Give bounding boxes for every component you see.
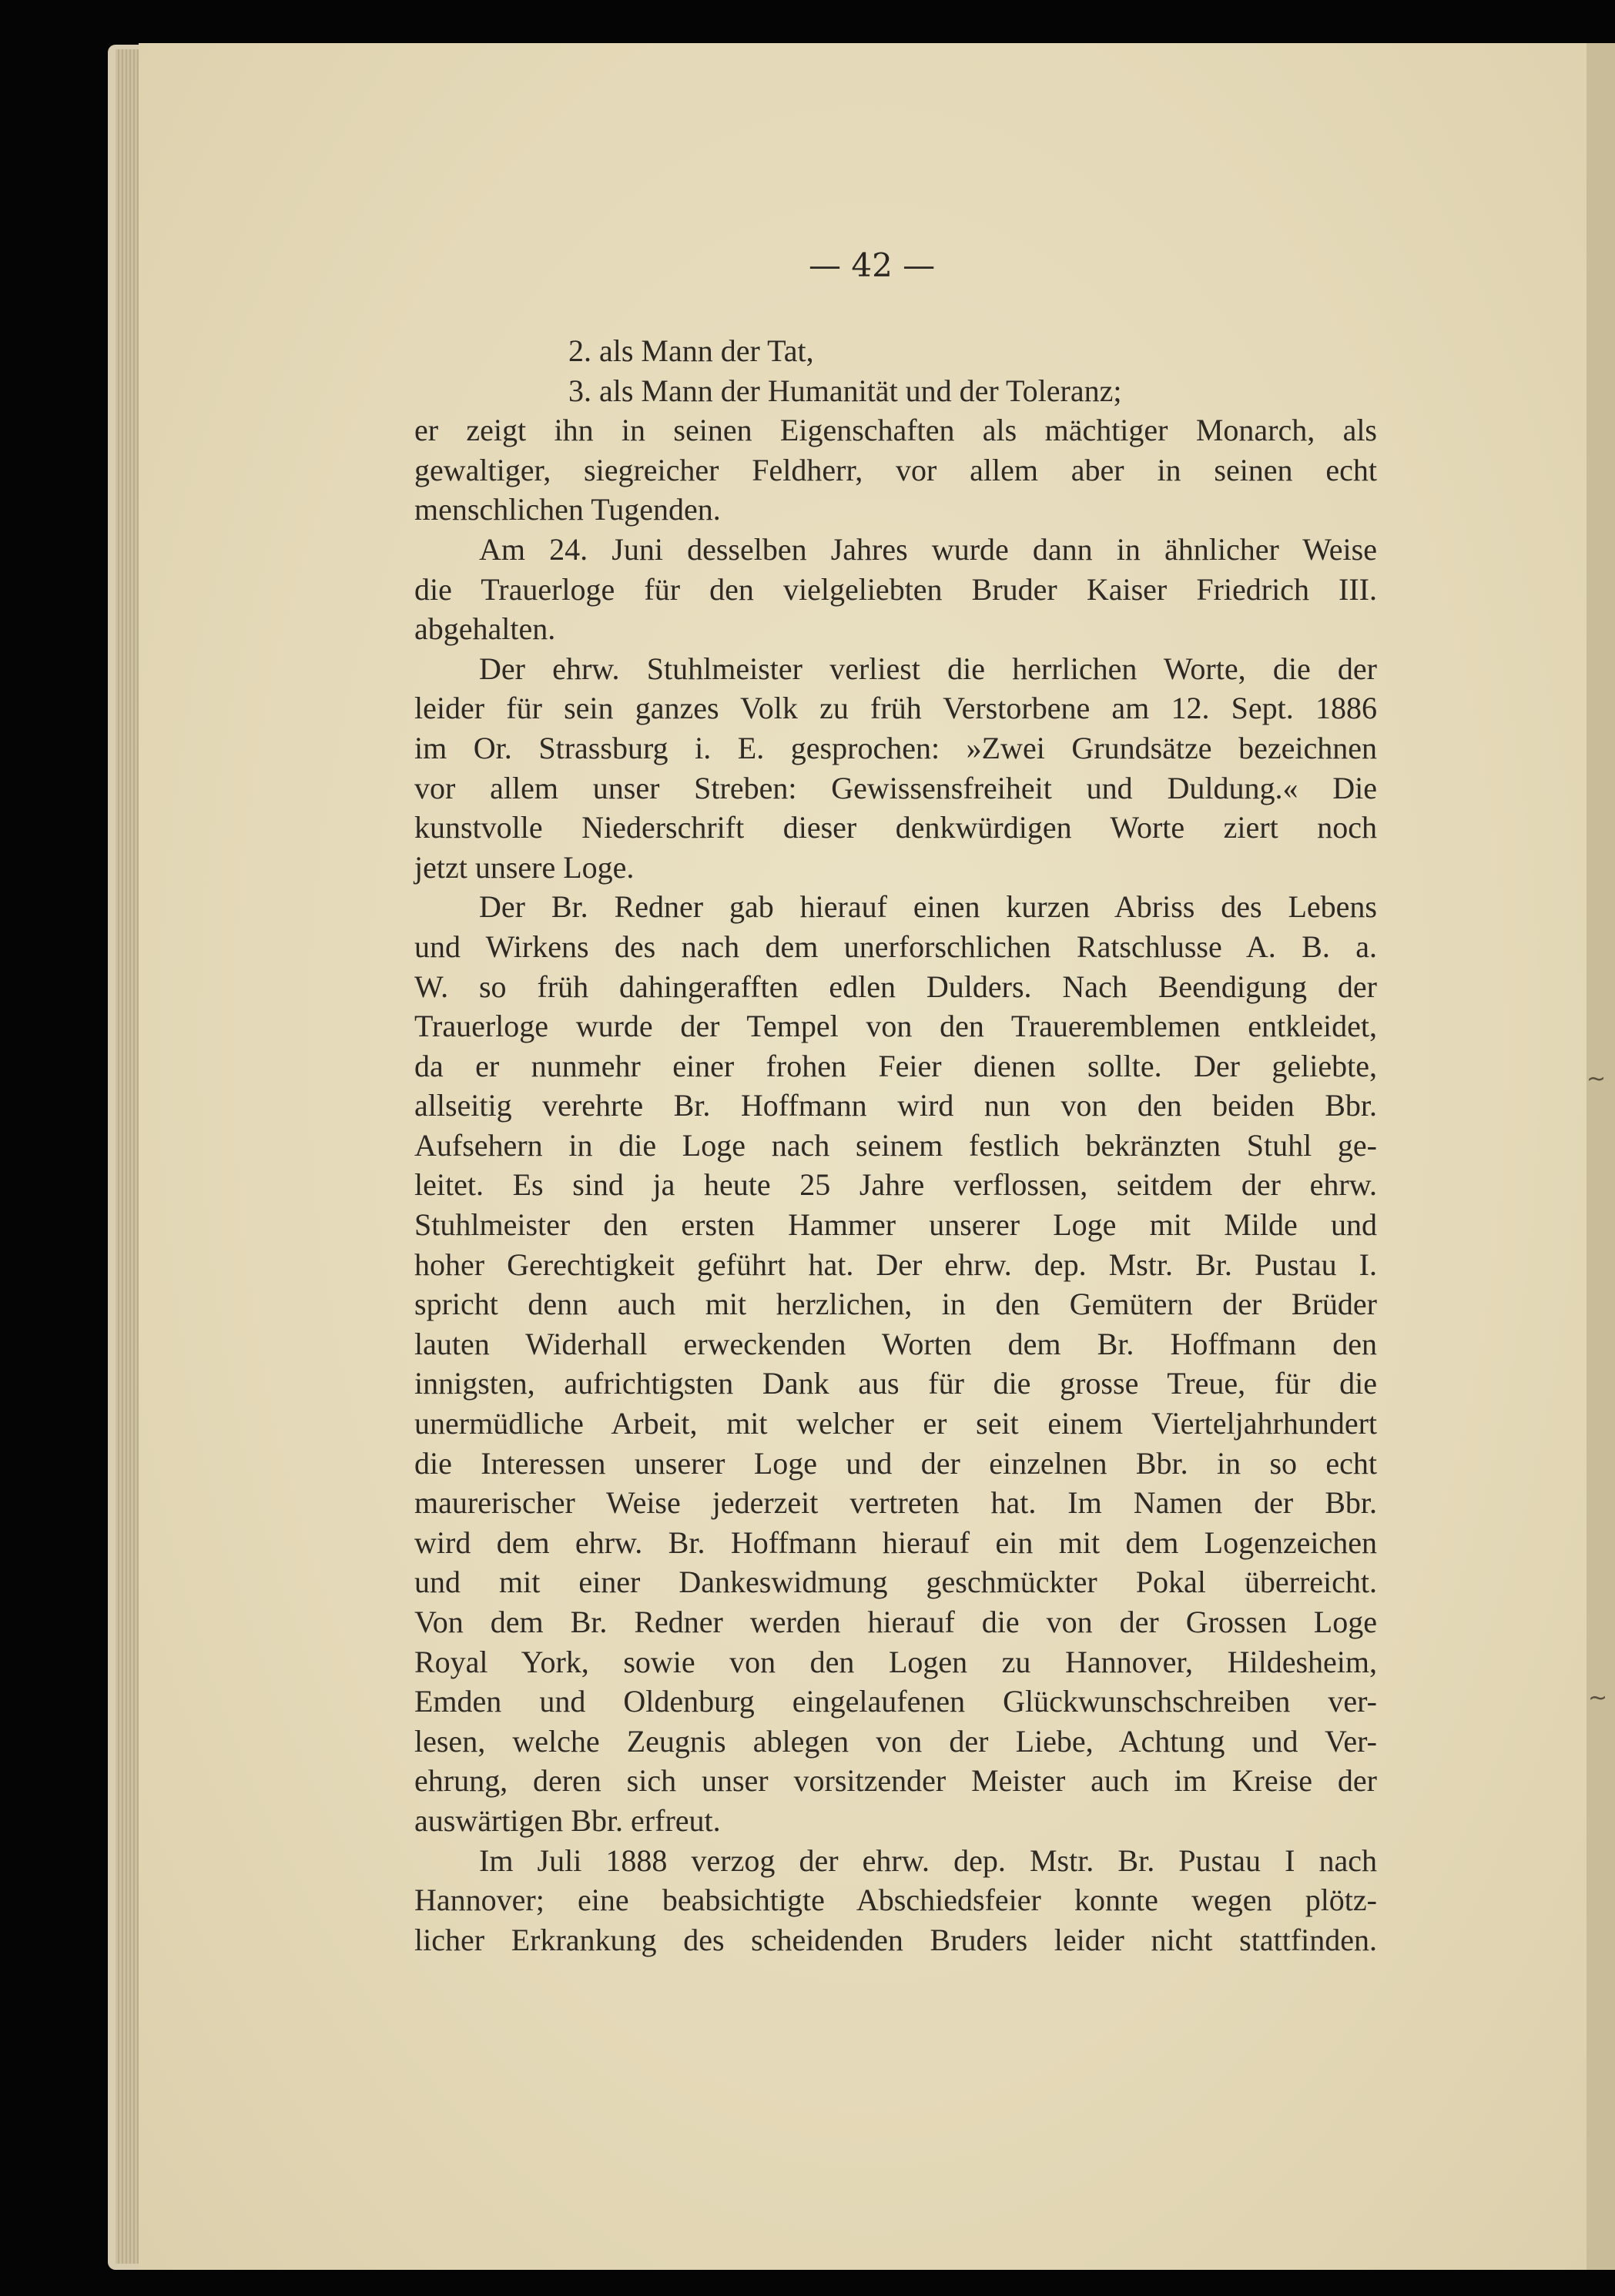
text-line: Stuhlmeister den ersten Hammer unserer Loge mit Milde und bbox=[414, 1207, 1377, 1243]
text-line: licher Erkrankung des scheidenden Bruders leider nicht stattfinden. bbox=[414, 1922, 1377, 1957]
text-line: Von dem Br. Redner werden hierauf die von der Grossen Loge bbox=[414, 1605, 1377, 1639]
text-line: spricht denn auch mit herzlichen, in den Gemütern der Brüder bbox=[414, 1287, 1377, 1322]
text-line: er zeigt ihn in seinen Eigenschaften als mächtiger Monarch, als bbox=[414, 413, 1377, 448]
text-line: abgehalten. bbox=[414, 611, 556, 647]
text-line: leitet. Es sind ja heute 25 Jahre verflossen, seitdem der ehrw. bbox=[414, 1167, 1377, 1203]
text-line: jetzt unsere Loge. bbox=[414, 849, 635, 885]
text-line: innigsten, aufrichtigsten Dank aus für die grosse Treue, für die bbox=[414, 1366, 1377, 1401]
text-line: hoher Gerechtigkeit geführt hat. Der ehrw. dep. Mstr. Br. Pustau I. bbox=[414, 1247, 1377, 1282]
text-line: Im Juli 1888 verzog der ehrw. dep. Mstr. Br. Pustau I nach bbox=[479, 1842, 1377, 1878]
text-line: lesen, welche Zeugnis ablegen von der Liebe, Achtung und Ver- bbox=[414, 1723, 1377, 1759]
text-line: kunstvolle Niederschrift dieser denkwürdigen Worte ziert noch bbox=[414, 810, 1377, 845]
text-line: unermüdliche Arbeit, mit welcher er seit einem Vierteljahrhundert bbox=[414, 1406, 1377, 1441]
margin-mark: ~ bbox=[1588, 1685, 1608, 1712]
text-line: Der Br. Redner gab hierauf einen kurzen Abriss des Lebens bbox=[479, 889, 1377, 925]
text-line: wird dem ehrw. Br. Hoffmann hierauf ein mit dem Logenzeichen bbox=[414, 1525, 1377, 1560]
text-line: Aufsehern in die Loge nach seinem festlich bekränzten Stuhl ge- bbox=[414, 1127, 1377, 1163]
text-line: auswärtigen Bbr. erfreut. bbox=[414, 1802, 721, 1838]
text-line: vor allem unser Streben: Gewissensfreiheit und Duldung.« Die bbox=[414, 770, 1377, 805]
text-line: W. so früh dahingerafften edlen Dulders. Nach Beendigung der bbox=[414, 969, 1377, 1004]
text-line: und Wirkens des nach dem unerforschlichen Ratschlusse A. B. a. bbox=[414, 929, 1377, 964]
page-number: — 42 — bbox=[809, 246, 936, 284]
text-line: allseitig verehrte Br. Hoffmann wird nun von den beiden Bbr. bbox=[414, 1088, 1377, 1123]
text-line: lauten Widerhall erweckenden Worten dem Br. Hoffmann den bbox=[414, 1326, 1377, 1361]
text-line: und mit einer Dankeswidmung geschmückter Pokal überreicht. bbox=[414, 1565, 1377, 1600]
text-line: Am 24. Juni desselben Jahres wurde dann in ähnlicher Weise bbox=[479, 531, 1377, 567]
text-line: Trauerloge wurde der Tempel von den Traueremblemen entkleidet, bbox=[414, 1009, 1377, 1044]
text-line: Hannover; eine beabsichtigte Abschiedsfeier konnte wegen plötz- bbox=[414, 1883, 1377, 1918]
text-line: maurerischer Weise jederzeit vertreten hat. Im Namen der Bbr. bbox=[414, 1485, 1377, 1521]
text-line: 3. als Mann der Humanität und der Toleranz; bbox=[568, 373, 1122, 408]
text-line: da er nunmehr einer frohen Feier dienen sollte. Der geliebte, bbox=[414, 1048, 1377, 1083]
body-text bbox=[414, 331, 1377, 1960]
text-line: die Trauerloge für den vielgeliebten Bruder Kaiser Friedrich III. bbox=[414, 571, 1377, 607]
text-line: menschlichen Tugenden. bbox=[414, 492, 721, 527]
text-line: 2. als Mann der Tat, bbox=[568, 333, 814, 368]
text-line: im Or. Strassburg i. E. gesprochen: »Zwei Grundsätze bezeichnen bbox=[414, 730, 1377, 765]
text-line: Der ehrw. Stuhlmeister verliest die herrlichen Worte, die der bbox=[479, 651, 1377, 686]
text-line: Royal York, sowie von den Logen zu Hannover, Hildesheim, bbox=[414, 1644, 1377, 1679]
facing-page-edge bbox=[1587, 43, 1615, 2270]
text-line: gewaltiger, siegreicher Feldherr, vor allem aber in seinen echt bbox=[414, 452, 1377, 487]
text-line: ehrung, deren sich unser vorsitzender Meister auch im Kreise der bbox=[414, 1763, 1377, 1799]
margin-mark: ~ bbox=[1587, 1066, 1607, 1093]
text-line: leider für sein ganzes Volk zu früh Verstorbene am 12. Sept. 1886 bbox=[414, 691, 1377, 726]
text-line: Emden und Oldenburg eingelaufenen Glückwunschschreiben ver- bbox=[414, 1684, 1377, 1719]
text-line: die Interessen unserer Loge und der einzelnen Bbr. in so echt bbox=[414, 1445, 1377, 1481]
